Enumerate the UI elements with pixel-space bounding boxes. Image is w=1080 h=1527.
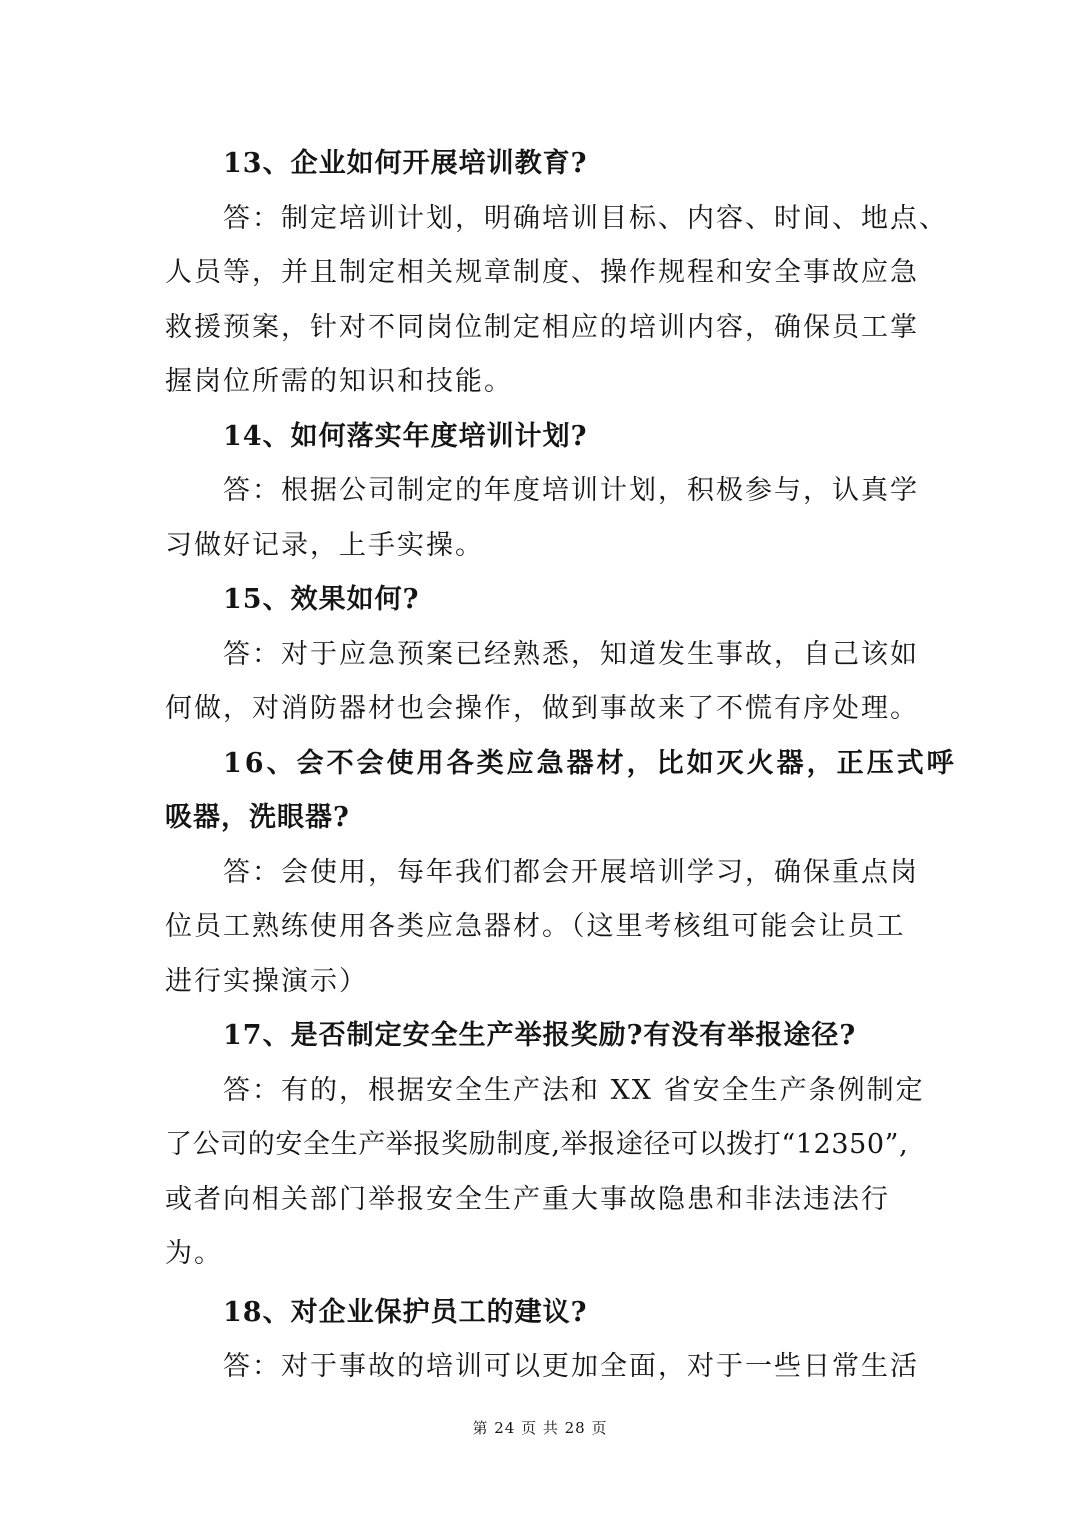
page-body	[165, 137, 957, 1395]
answer-16-line-1: 答：会使用，每年我们都会开展培训学习，确保重点岗	[223, 856, 919, 888]
answer-13-line-1: 答：制定培训计划，明确培训目标、内容、时间、地点、	[223, 202, 948, 234]
answer-14-line-2: 习做好记录，上手实操。	[165, 529, 484, 561]
answer-13-line-3: 救援预案，针对不同岗位制定相应的培训内容，确保员工掌	[165, 311, 919, 343]
answer-17-line-1: 答：有的，根据安全生产法和 XX 省安全生产条例制定	[223, 1074, 925, 1106]
question-13: 13、企业如何开展培训教育?	[223, 148, 588, 179]
question-18: 18、对企业保护员工的建议?	[223, 1296, 588, 1328]
question-17: 17、是否制定安全生产举报奖励?有没有举报途径?	[223, 1020, 857, 1051]
answer-17-line-2: 了公司的安全生产举报奖励制度,举报途径可以拨打“12350”,	[165, 1129, 909, 1160]
answer-13-line-2: 人员等，并且制定相关规章制度、操作规程和安全事故应急	[165, 257, 919, 288]
page-footer: 第 24 页 共 28 页	[472, 1419, 608, 1437]
answer-18-line-1: 答：对于事故的培训可以更加全面，对于一些日常生活	[223, 1351, 919, 1382]
question-16-line-2: 吸器，洗眼器?	[165, 802, 350, 833]
answer-15-line-2: 何做，对消防器材也会操作，做到事故来了不慌有序处理。	[165, 693, 919, 724]
answer-17-line-3: 或者向相关部门举报安全生产重大事故隐患和非法违法行	[165, 1183, 890, 1215]
answer-17-line-4: 为。	[165, 1238, 223, 1269]
answer-13-line-4: 握岗位所需的知识和技能。	[165, 366, 513, 397]
question-16-line-1: 16、会不会使用各类应急器材，比如灭火器，正压式呼	[223, 747, 957, 779]
answer-14-line-1: 答：根据公司制定的年度培训计划，积极参与，认真学	[223, 475, 919, 506]
answer-16-line-3: 进行实操演示）	[165, 965, 368, 997]
question-14: 14、如何落实年度培训计划?	[223, 420, 588, 452]
question-15: 15、效果如何?	[223, 584, 420, 615]
answer-15-line-1: 答：对于应急预案已经熟悉，知道发生事故，自己该如	[223, 638, 919, 670]
answer-16-line-2: 位员工熟练使用各类应急器材。（这里考核组可能会让员工	[165, 911, 906, 942]
